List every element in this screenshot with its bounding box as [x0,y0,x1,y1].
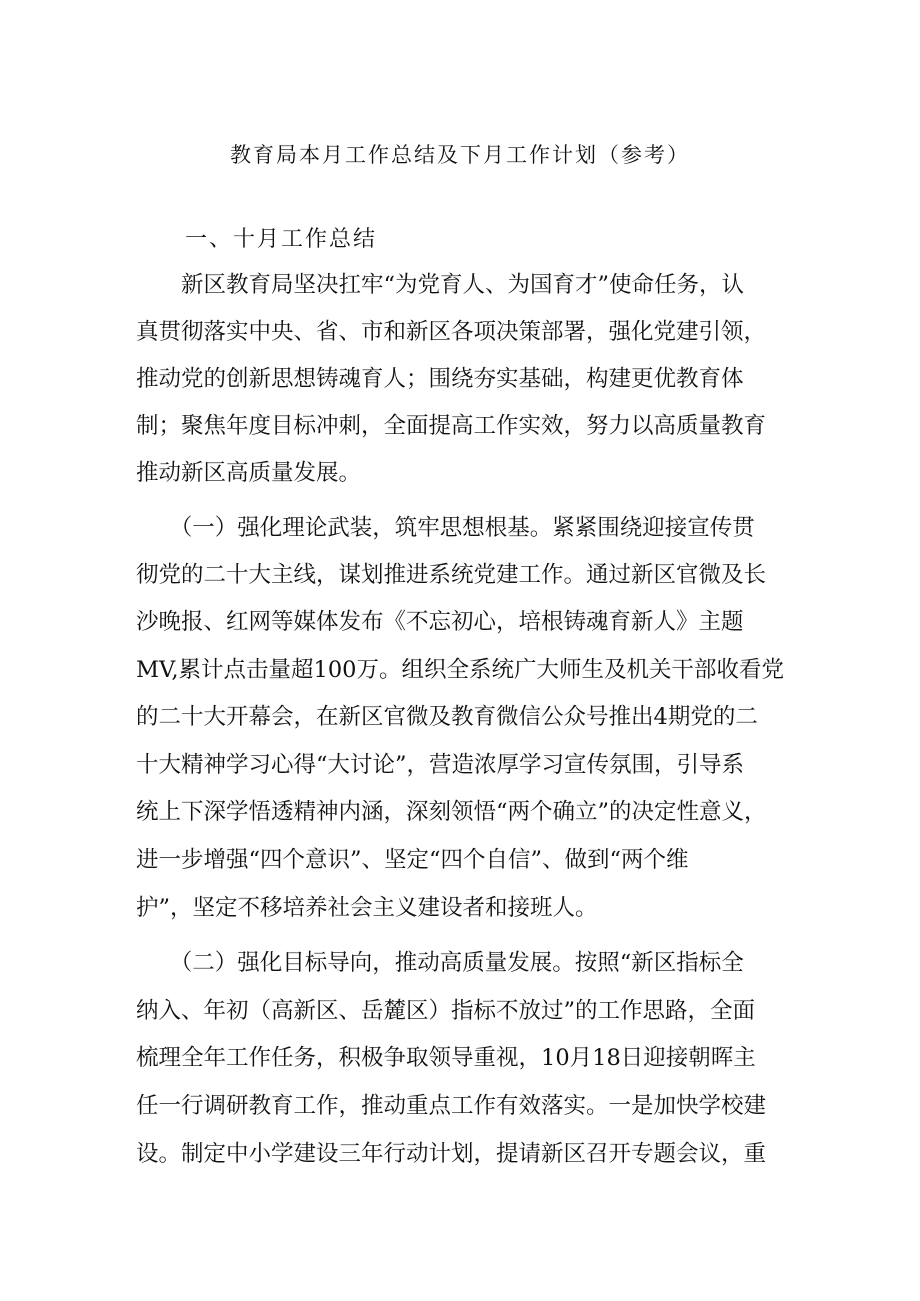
paragraph-line: 纳入、年初（高新区、岳麓区）指标不放过”的工作思路，全面 [136,998,756,1024]
paragraph-line: 沙晚报、红网等媒体发布《不忘初心，培根铸魂育新人》主题 [136,609,744,635]
paragraph-line: 任一行调研教育工作，推动重点工作有效落实。一是加快学校建 [136,1093,767,1119]
paragraph-line: （二）强化目标导向，推动高质量发展。按照“新区指标全 [136,950,744,976]
paragraph-line: 护”，坚定不移培养社会主义建设者和接班人。 [136,895,598,921]
paragraph-line: 设。制定中小学建设三年行动计划，提请新区召开专题会议，重 [136,1141,767,1167]
paragraph-line: 的二十大开幕会，在新区官微及教育微信公众号推出4期党的二 [136,704,758,730]
paragraph-line: 梳理全年工作任务，积极争取领导重视，10月18日迎接朝晖主 [136,1045,756,1071]
paragraph-line: 彻党的二十大主线，谋划推进系统党建工作。通过新区官微及长 [136,562,767,588]
paragraph-line: 真贯彻落实中央、省、市和新区各项决策部署，强化党建引领， [136,319,767,345]
section-heading: 一、十月工作总结 [185,227,378,252]
paragraph-line: MV,累计点击量超100万。组织全系统广大师生及机关干部收看党 [136,657,784,683]
paragraph-line: 新区教育局坚决扛牢“为党育人、为国育才”使命任务，认 [136,272,745,298]
paragraph-line: （一）强化理论武装，筑牢思想根基。紧紧围绕迎接宣传贯 [136,515,755,541]
paragraph-line: 推动党的创新思想铸魂育人；围绕夯实基础，构建更优教育体 [136,366,744,392]
paragraph-line: 进一步增强“四个意识”、坚定“四个自信”、做到“两个维 [136,847,689,873]
paragraph-line: 十大精神学习心得“大讨论”，营造浓厚学习宣传氛围，引导系 [136,752,745,778]
paragraph-line: 推动新区高质量发展。 [136,460,362,486]
document-title: 教育局本月工作总结及下月工作计划（参考） [230,143,690,167]
paragraph-line: 统上下深学悟透精神内涵，深刻领悟“两个确立”的决定性意义， [136,799,767,825]
paragraph-line: 制；聚焦年度目标冲刺，全面提高工作实效，努力以高质量教育 [136,413,767,439]
